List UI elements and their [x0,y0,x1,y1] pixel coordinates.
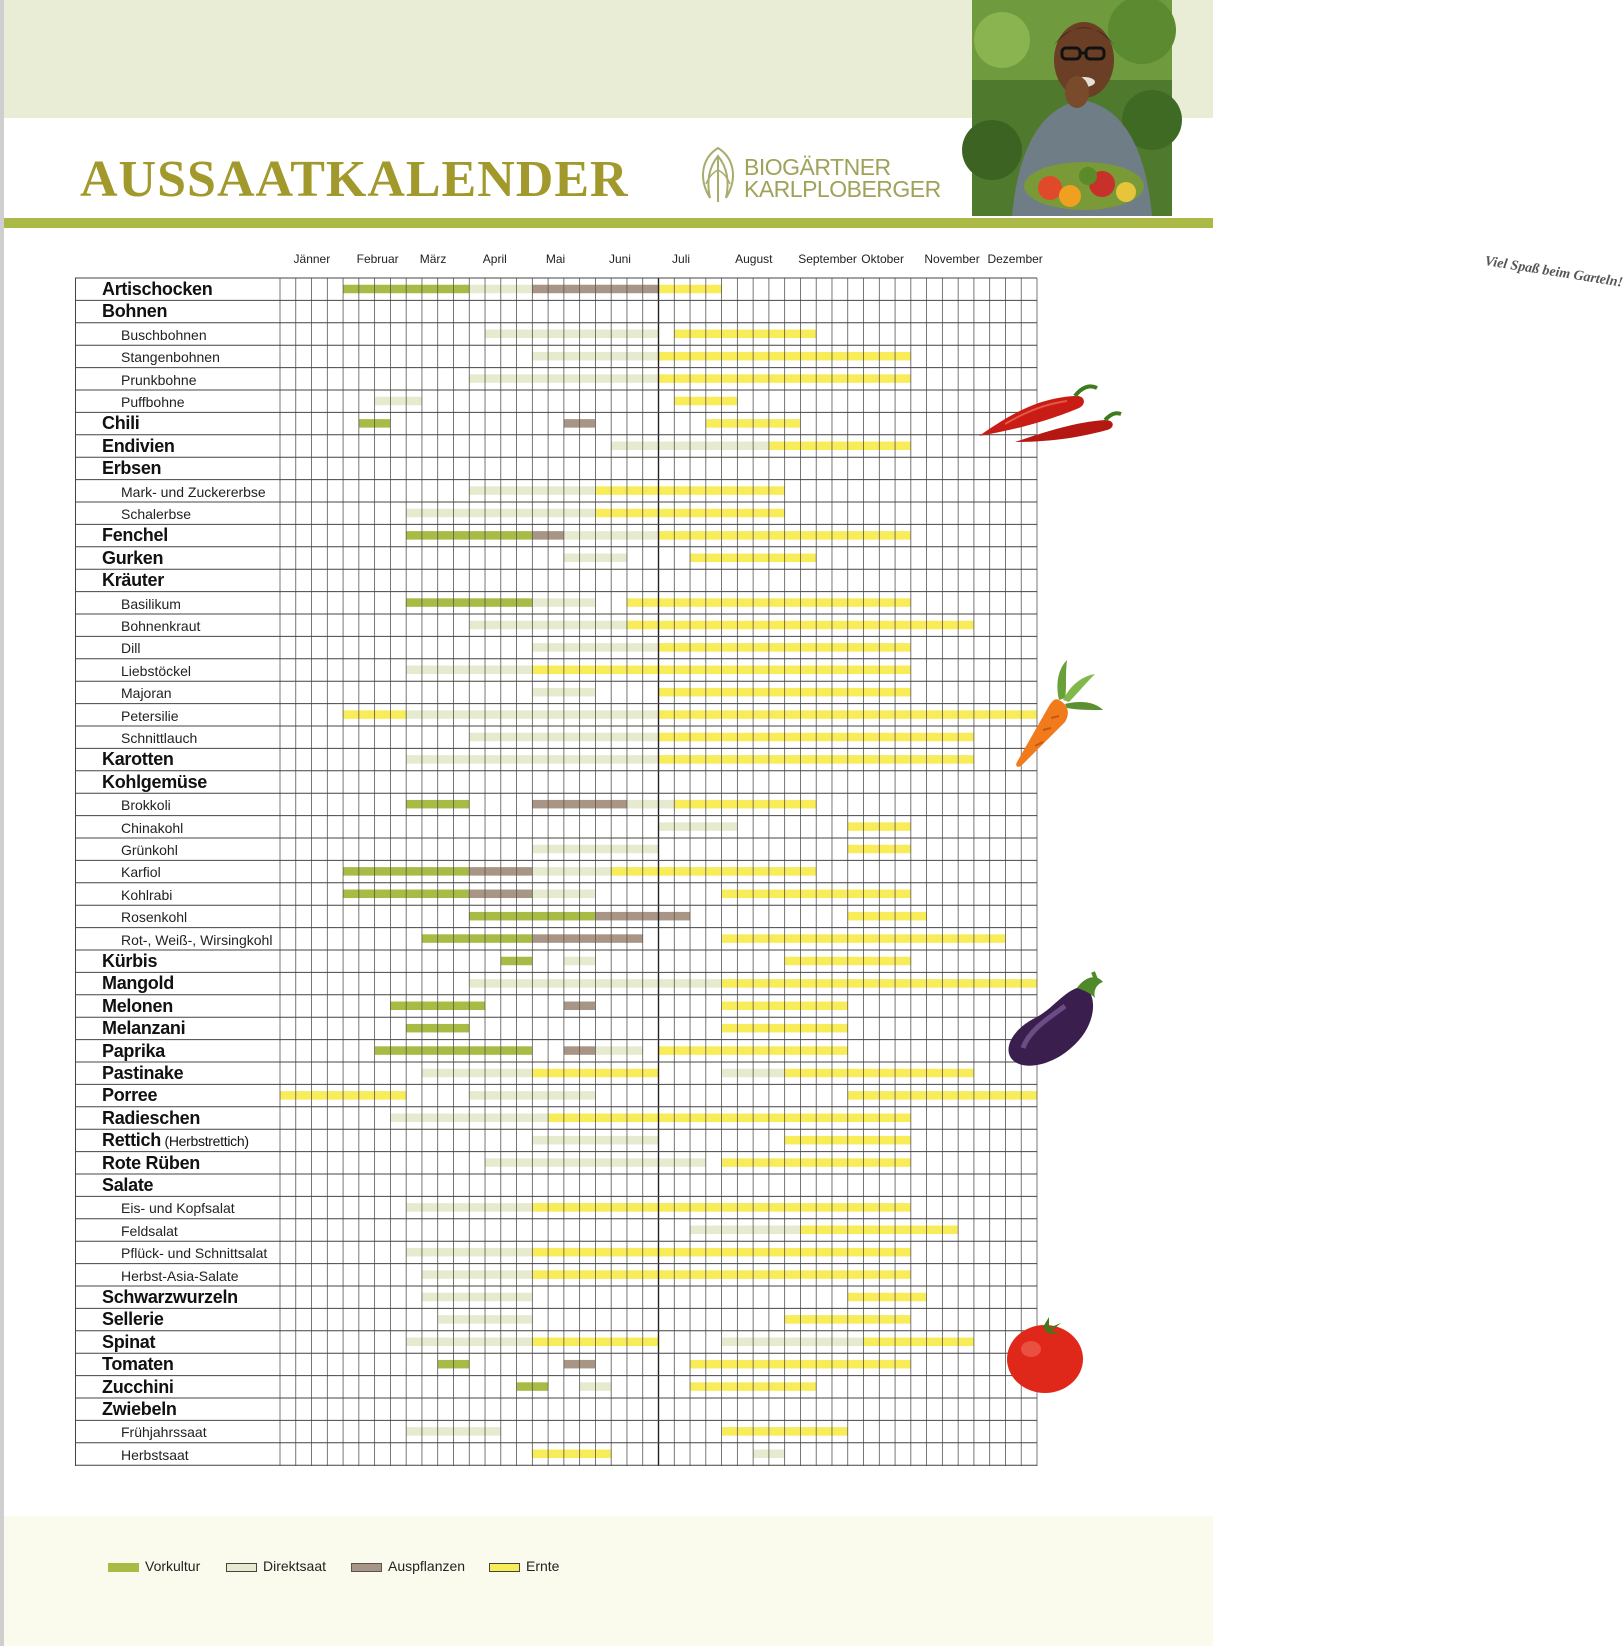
row-label [121,888,172,902]
row-label-text: Stangenbohnen [121,349,220,366]
row-label-text: Schnittlauch [121,730,198,746]
row-label-text: Dill [121,640,141,657]
row-label [102,1333,155,1351]
row-label [102,1355,174,1373]
row-label-text: Zwiebeln [102,1399,177,1419]
row-label [121,597,181,611]
row-label-text: Schwarzwurzeln [102,1287,238,1307]
eggplant-icon [1005,968,1105,1072]
row-label [102,997,173,1015]
row-label-text: Karotten [102,749,174,770]
month-label: Jänner [293,252,331,266]
row-label-text: Rosenkohl [121,909,188,926]
row-label [121,1425,207,1439]
month-label: März [419,252,447,266]
row-label [121,328,207,342]
row-label [121,1448,189,1462]
row-label-text: Paprika [102,1040,165,1061]
row-label [102,1064,183,1082]
row-label-text: Melonen [102,995,173,1016]
row-label-text: Kräuter [102,570,164,591]
row-label [102,1109,200,1127]
legend-vorkultur-label: Vorkultur [145,1558,201,1574]
left-page-rule [0,0,4,1646]
row-label [102,1378,174,1396]
row-label [121,507,191,521]
row-label [121,619,200,633]
row-label-text: Porree [102,1085,158,1106]
row-label [121,686,172,700]
row-label-text: Schalerbse [121,506,192,522]
bar-ernte [769,442,911,451]
direktsaat-swatch [226,1563,257,1572]
bar-direktsaat [375,397,422,406]
sowing-calendar-grid [75,278,1037,1468]
bar-ernte [548,1114,911,1123]
bar-direktsaat [422,1069,532,1078]
row-label-text: Puffbohne [121,394,185,410]
row-label-text: Brokkoli [121,797,171,814]
legend-ernte [489,1558,559,1574]
logo-slogan: Viel Spaß beim Garteln! [1483,254,1624,291]
row-label-text: Bohnenkraut [121,618,201,634]
row-label [121,843,178,857]
row-label [121,709,179,723]
row-label-text: Rot-, Weiß-, Wirsingkohl [121,931,273,948]
row-label [102,1086,157,1104]
row-label [102,437,175,455]
row-label-text: Tomaten [102,1354,174,1375]
bar-ernte [674,330,816,339]
row-label-text: Frühjahrssaat [121,1424,207,1441]
row-label [121,933,272,947]
row-label-text: Rote Rüben [102,1152,200,1173]
logo-text-line1: BIOGÄRTNER [744,154,891,180]
auspflanzen-swatch [351,1563,382,1572]
row-label-text: Prunkbohne [121,371,197,388]
row-label [121,485,266,499]
row-label [102,750,174,768]
legend-auspflanzen [351,1558,465,1574]
row-label [102,549,163,567]
row-label [102,526,168,544]
row-label-text: Eis- und Kopfsalat [121,1200,235,1217]
row-label-text: Erbsen [102,458,162,479]
bar-direktsaat [422,1293,532,1302]
row-label-text: Petersilie [121,707,179,724]
row-label [121,350,220,364]
bar-direktsaat [485,330,658,339]
legend-footer [4,1516,1213,1646]
row-label-text: Spinat [102,1331,156,1352]
row-label [102,280,212,298]
gardener-photo [972,0,1172,216]
row-label-text: Kohlgemüse [102,771,208,792]
bar-ernte [532,1450,611,1459]
row-label [121,1201,235,1215]
row-label-text: Grünkohl [121,842,178,858]
row-label [102,1019,185,1037]
row-label [102,952,157,970]
header-divider [4,218,1213,228]
row-label-text: Mangold [102,973,174,994]
row-label [121,641,140,655]
row-label [121,1224,178,1238]
row-label-text: Chili [102,413,140,434]
bar-ernte [848,912,927,921]
chili-icon [975,378,1121,448]
month-label: April [482,252,507,266]
row-label-text: Rettich [102,1130,161,1151]
row-label-text: Bohnen [102,301,168,322]
row-label [121,910,187,924]
row-label-note: (Herbstrettich) [160,1133,249,1150]
row-label-text: Karfiol [121,864,161,881]
row-label-text: Endivien [102,435,175,456]
row-label [102,974,174,992]
row-label [121,821,183,835]
legend-direktsaat-label: Direktsaat [263,1558,327,1574]
row-label-text: Sellerie [102,1309,164,1330]
legend-direktsaat [226,1558,326,1574]
row-label [102,302,167,320]
row-label [121,798,171,812]
row-label-text: Gurken [102,547,164,568]
row-label-text: Pflück- und Schnittsalat [121,1245,268,1262]
tomato-icon [1005,1315,1089,1395]
bar-ernte [611,867,816,876]
month-label: Oktober [861,252,904,266]
month-label: Februar [356,252,399,266]
row-label [102,571,164,589]
row-label [102,1176,153,1194]
row-label [121,1246,267,1260]
row-label [121,731,197,745]
row-label [102,1310,164,1328]
row-label-text: Buschbohnen [121,326,207,343]
row-label-text: Artischocken [102,279,213,299]
month-label: August [735,252,773,266]
row-label-text: Mark- und Zuckererbse [121,483,266,500]
bar-ernte [848,1293,927,1302]
month-label: Juni [608,252,631,266]
bar-direktsaat [532,867,611,876]
row-label-text: Radieschen [102,1107,201,1128]
row-label-text: Fenchel [102,525,168,546]
row-label [102,459,161,477]
row-label [121,1269,239,1283]
month-label: September [798,252,857,266]
ernte-swatch [489,1563,520,1572]
month-label: Juli [672,252,691,266]
legend-ernte-label: Ernte [526,1558,560,1574]
month-label: November [924,252,980,266]
month-label: Mai [545,252,566,266]
row-label-text: Salate [102,1175,154,1195]
row-label [102,1131,249,1149]
row-label-text: Herbstsaat [121,1446,189,1463]
row-label [102,773,207,791]
vorkultur-swatch [108,1563,139,1572]
bar-direktsaat [659,822,738,831]
row-label [121,865,161,879]
row-label [102,1154,200,1172]
legend-auspflanzen-label: Auspflanzen [388,1558,466,1574]
row-label-text: Melanzani [102,1018,186,1039]
bar-ernte [674,800,816,809]
bar-ernte [864,1338,974,1347]
month-header [0,252,1213,272]
row-label [121,395,185,409]
bar-auspflanzen [532,934,642,943]
row-label-text: Liebstöckel [121,662,192,679]
row-label [121,373,197,387]
row-label [102,414,140,432]
leaf-logo-icon [696,144,740,204]
bar-direktsaat [611,442,784,451]
bar-direktsaat [595,1046,642,1055]
row-label-text: Zucchini [102,1376,174,1397]
logo-text-line2: KARLPLOBERGER [744,176,941,202]
row-label-text: Kohlrabi [121,886,173,903]
row-label-text: Feldsalat [121,1222,178,1239]
row-label-text: Basilikum [121,595,181,612]
legend-vorkultur [108,1558,200,1574]
row-label-text: Majoran [121,685,172,702]
row-label [102,1400,177,1418]
row-label [102,1042,165,1060]
bar-vorkultur [422,934,532,943]
page-title: AUSSAATKALENDER [80,151,629,208]
row-label-text: Herbst-Asia-Salate [121,1267,239,1284]
row-label [102,1288,238,1306]
carrot-icon [1015,658,1105,770]
row-label-text: Kürbis [102,951,158,971]
row-label [121,664,191,678]
month-label: Dezember [987,252,1043,266]
row-label-text: Pastinake [102,1063,184,1083]
row-label-text: Chinakohl [121,819,184,836]
